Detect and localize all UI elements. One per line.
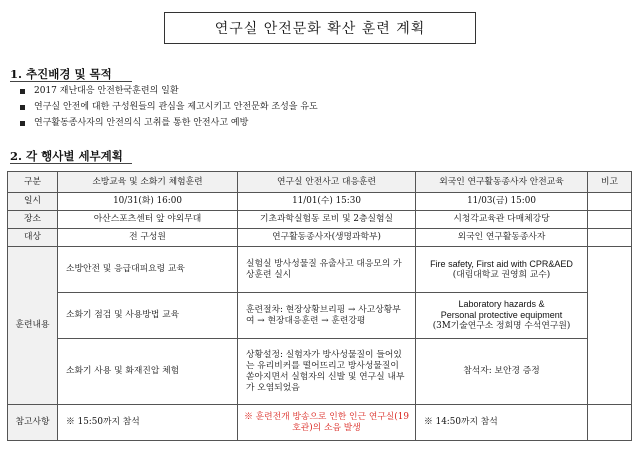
table-row-date <box>8 193 632 211</box>
place-cell: 시청각교육관 다매체강당 <box>416 211 588 229</box>
bullet-item: 2017 재난대응 안전한국훈련의 일환 <box>20 83 318 99</box>
place-cell: 기초과학실험동 로비 및 2층실험실 <box>238 211 416 229</box>
target-cell: 외국인 연구활동종사자 <box>416 229 588 247</box>
training-cell: 참석자: 보안경 증정 <box>416 339 588 405</box>
table-row-training-1 <box>8 247 632 293</box>
header-fire-training: 소방교육 및 소화기 체험훈련 <box>58 172 238 193</box>
training-cell: Laboratory hazards & Personal protective equipment (3M기술연구소 정회명 수석연구원) <box>416 293 588 339</box>
remarks-cell <box>588 405 632 441</box>
remarks-cell <box>588 211 632 229</box>
remarks-cell <box>588 229 632 247</box>
table-row-training-2 <box>8 293 632 339</box>
place-cell: 아산스포츠센터 앞 야외무대 <box>58 211 238 229</box>
training-cell: 소방안전 및 응급대피요령 교육 <box>58 247 238 293</box>
notes-cell-warning: ※ 훈련전개 방송으로 인한 인근 연구실(19호관)의 소음 발생 <box>238 405 416 441</box>
table-row-target <box>8 229 632 247</box>
section1-heading: 1. 추진배경 및 목적 <box>10 66 112 82</box>
training-cell: 실험실 방사성물질 유출사고 대응모의 가상훈련 실시 <box>238 247 416 293</box>
row-label-date: 일시 <box>8 193 58 211</box>
training-cell: 소화기 점검 및 사용방법 교육 <box>58 293 238 339</box>
row-label-notes: 참고사항 <box>8 405 58 441</box>
bullet-item: 연구실 안전에 대한 구성원들의 관심을 제고시키고 안전문화 조성을 유도 <box>20 99 318 115</box>
row-label-training: 훈련내용 <box>8 247 58 405</box>
remarks-cell <box>588 247 632 405</box>
date-cell: 11/01(수) 15:30 <box>238 193 416 211</box>
target-cell: 연구활동종사자(생명과학부) <box>238 229 416 247</box>
section1-underline <box>10 81 132 82</box>
training-cell: Fire safety, First aid with CPR&AED (대림대학교 권영희 교수) <box>416 247 588 293</box>
header-category: 구분 <box>8 172 58 193</box>
table-header-row <box>8 172 632 193</box>
training-cell: 소화기 사용 및 화재진압 체험 <box>58 339 238 405</box>
document-title: 연구실 안전문화 확산 훈련 계획 <box>214 21 426 37</box>
bullet-item: 연구활동종사자의 안전의식 고취를 통한 안전사고 예방 <box>20 115 318 131</box>
table-row-training-3 <box>8 339 632 405</box>
section2-heading: 2. 각 행사별 세부계획 <box>10 148 123 164</box>
remarks-cell <box>588 193 632 211</box>
square-bullet-icon <box>20 105 25 110</box>
purpose-bullet-list <box>20 83 318 131</box>
header-remarks: 비고 <box>588 172 632 193</box>
target-cell: 전 구성원 <box>58 229 238 247</box>
table-row-notes <box>8 405 632 441</box>
square-bullet-icon <box>20 89 25 94</box>
section2-underline <box>10 163 132 164</box>
training-cell: 훈련절차: 현장상황브리핑 → 사고상황부여 → 현장대응훈련 → 훈련강평 <box>238 293 416 339</box>
training-cell: 상황설정: 실험자가 방사성물질이 들어있는 유리비커를 떨어뜨리고 방사성물질이 쏟아지면서 실험자의 신발 및 연구실 내부가 오염되었음 <box>238 339 416 405</box>
header-lab-accident-training: 연구실 안전사고 대응훈련 <box>238 172 416 193</box>
table-row-place <box>8 211 632 229</box>
date-cell: 11/03(금) 15:00 <box>416 193 588 211</box>
document-title-box <box>164 12 476 44</box>
row-label-place: 장소 <box>8 211 58 229</box>
event-plan-table <box>7 171 632 441</box>
row-label-target: 대상 <box>8 229 58 247</box>
header-foreign-safety-education: 외국인 연구활동종사자 안전교육 <box>416 172 588 193</box>
square-bullet-icon <box>20 121 25 126</box>
notes-cell: ※ 15:50까지 참석 <box>58 405 238 441</box>
notes-cell: ※ 14:50까지 참석 <box>416 405 588 441</box>
date-cell: 10/31(화) 16:00 <box>58 193 238 211</box>
